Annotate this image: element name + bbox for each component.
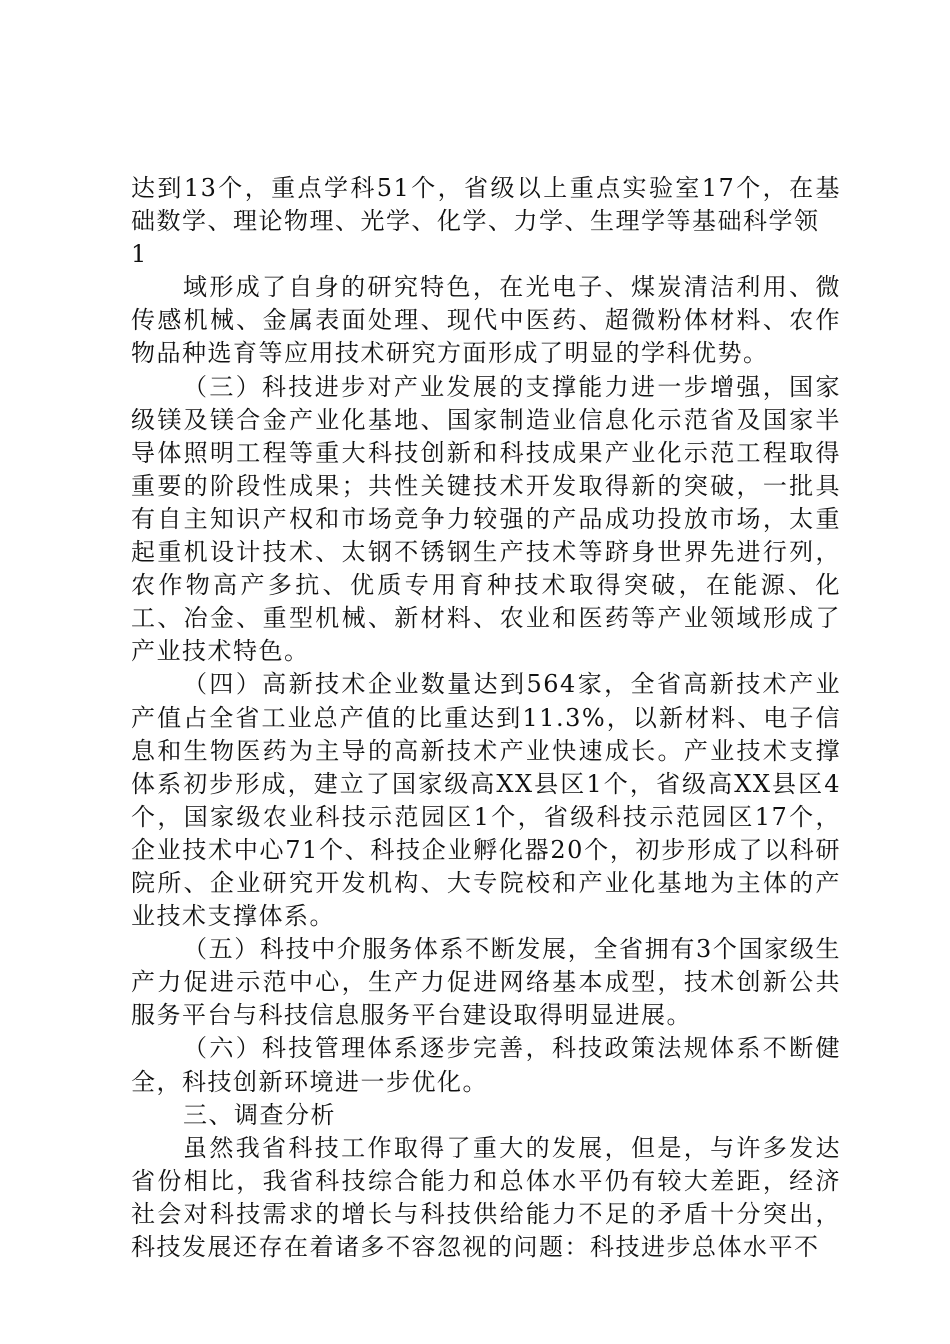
paragraph-section-six: （六）科技管理体系逐步完善，科技政策法规体系不断健全，科技创新环境进一步优化。 [131,1034,841,1096]
paragraph-section-four: （四）高新技术企业数量达到564家，全省高新技术产业产值占全省工业总产值的比重达到11.3%，以新材料、电子信息和生物医药为主导的高新技术产业快速成长。产业技术支撑体系初步形成，建立了国家级高XX县区1个，省级高XX县区4个，国家级农业科技示范园区1个，省级科技示范园区17个，企业技术中心71个、科技企业孵化器20个，初步形成了以科研院所、企业研究开发机构、大专院校和产业化基地为主体的产业技术支撑体系。 [131,670,841,931]
section-heading-analysis: 三、调查分析 [183,1100,336,1129]
page-number: 1 [131,240,148,269]
paragraph-analysis: 虽然我省科技工作取得了重大的发展，但是，与许多发达省份相比，我省科技综合能力和总体水平仍有较大差距，经济社会对科技需求的增长与科技供给能力不足的矛盾十分突出，科技发展还存在着诸多不容忽视的问题：科技进步总体水平不 [131,1133,841,1261]
paragraph-continuation: 达到13个，重点学科51个，省级以上重点实验室17个，在基础数学、理论物理、光学、化学、力学、生理学等基础科学领 [131,174,841,236]
document-body [131,172,841,1264]
paragraph-section-three: （三）科技进步对产业发展的支撑能力进一步增强，国家级镁及镁合金产业化基地、国家制造业信息化示范省及国家半导体照明工程等重大科技创新和科技成果产业化示范工程取得重要的阶段性成果；共性关键技术开发取得新的突破，一批具有自主知识产权和市场竞争力较强的产品成功投放市场，太重起重机设计技术、太钢不锈钢生产技术等跻身世界先进行列，农作物高产多抗、优质专用育种技术取得突破，在能源、化工、冶金、重型机械、新材料、农业和医药等产业领域形成了产业技术特色。 [131,372,841,666]
paragraph-research-features: 域形成了自身的研究特色，在光电子、煤炭清洁利用、微传感机械、金属表面处理、现代中医药、超微粉体材料、农作物品种选育等应用技术研究方面形成了明显的学科优势。 [131,273,841,368]
paragraph-section-five: （五）科技中介服务体系不断发展，全省拥有3个国家级生产力促进示范中心，生产力促进网络基本成型，技术创新公共服务平台与科技信息服务平台建设取得明显进展。 [131,935,841,1030]
